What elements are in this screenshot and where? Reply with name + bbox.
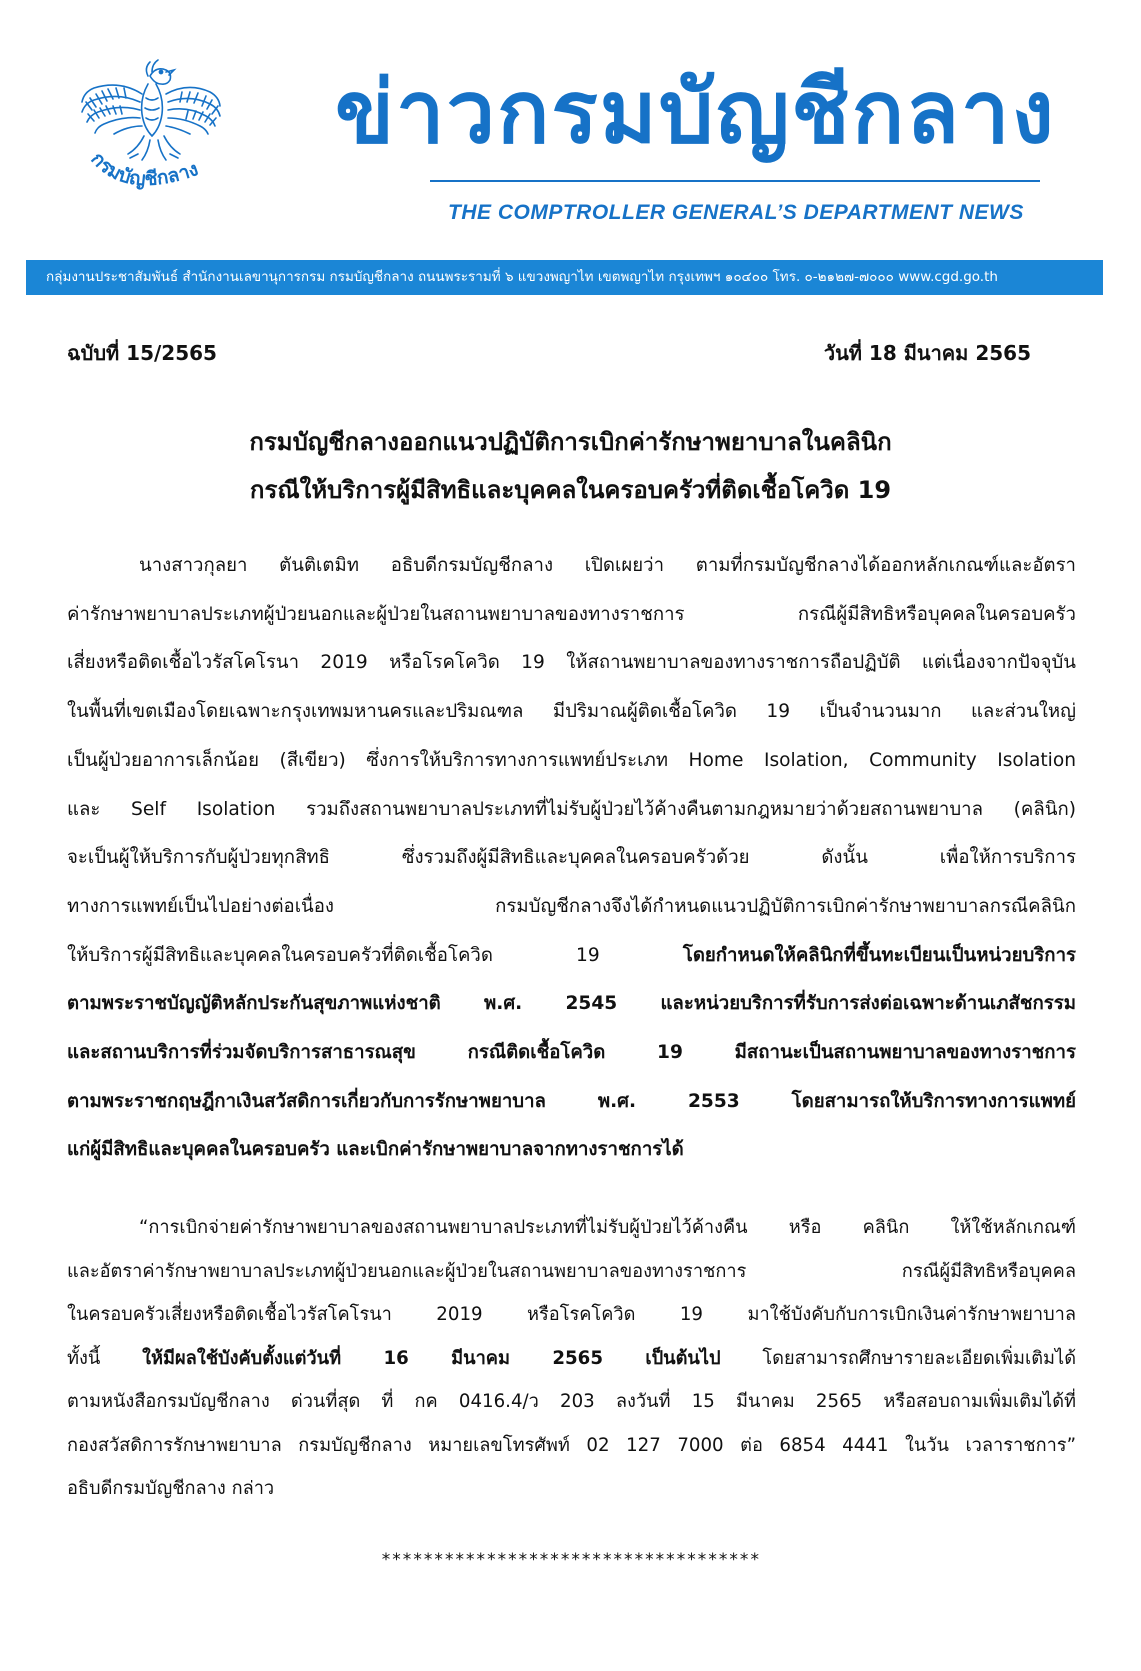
body-line: อธิบดีกรมบัญชีกลาง กล่าว — [67, 1478, 275, 1499]
address-bar: กลุ่มงานประชาสัมพันธ์ สำนักงานเลขานุการกรม กรมบัญชีกลาง ถนนพระรามที่ ๖ แขวงพญาไท เขตพญาไท กรุงเทพฯ ๑๐๔๐๐ โทร. ๐-๒๑๒๗-๗๐๐๐ www.cgd.go.th — [26, 260, 1103, 295]
masthead-title: ข่าวกรมบัญชีกลาง — [335, 63, 1056, 163]
body-line: “การเบิกจ่ายค่ารักษาพยาบาลของสถานพยาบาลประเภทที่ไม่รับผู้ป่วยไว้ค้างคืน หรือ คลินิก ให้ใช้หลักเกณฑ์ — [139, 1217, 1076, 1238]
issue-number: ฉบับที่ 15/2565 — [67, 341, 217, 365]
body-line: ในครอบครัวเสี่ยงหรือติดเชื้อไวรัสโคโรนา 2019 หรือโรคโควิด 19 มาใช้บังคับกับการเบิกเงินค่ารักษาพยาบาล — [67, 1304, 1076, 1325]
garuda-emblem-icon — [78, 58, 228, 220]
body-line-bold: ตามพระราชกฤษฎีกาเงินสวัสดิการเกี่ยวกับการรักษาพยาบาล พ.ศ. 2553 โดยสามารถให้บริการทางการแพทย์ — [67, 1090, 1076, 1112]
headline-line-1: กรมบัญชีกลางออกแนวปฏิบัติการเบิกค่ารักษาพยาบาลในคลินิก — [249, 428, 892, 456]
body-line: กองสวัสดิการรักษาพยาบาล กรมบัญชีกลาง หมายเลขโทรศัพท์ 02 127 7000 ต่อ 6854 4441 ในวัน เวลาราชการ” — [67, 1434, 1076, 1456]
body-line: เสี่ยงหรือติดเชื้อไวรัสโคโรนา 2019 หรือโรคโควิด 19 ให้สถานพยาบาลของทางราชการถือปฏิบัติ แต่เนื่องจากปัจจุบัน — [67, 652, 1076, 674]
issue-date: วันที่ 18 มีนาคม 2565 — [823, 341, 1031, 365]
body-line: ทางการแพทย์เป็นไปอย่างต่อเนื่อง กรมบัญชีกลางจึงได้กำหนดแนวปฏิบัติการเบิกค่ารักษาพยาบาลกรณีคลินิก — [67, 895, 1076, 917]
body-line-text: ให้บริการผู้มีสิทธิและบุคคลในครอบครัวที่ติดเชื้อโควิด 19 — [67, 944, 683, 966]
body-line: ในพื้นที่เขตเมืองโดยเฉพาะกรุงเทพมหานครและปริมณฑล มีปริมาณผู้ติดเชื้อโควิด 19 เป็นจำนวนมาก และส่วนใหญ่ — [67, 701, 1076, 723]
body-line: นางสาวกุลยา ตันติเตมิท อธิบดีกรมบัญชีกลาง เปิดเผยว่า ตามที่กรมบัญชีกลางได้ออกหลักเกณฑ์และอัตรา — [139, 555, 1076, 576]
masthead-divider — [430, 180, 1040, 182]
body-line: และ Self Isolation รวมถึงสถานพยาบาลประเภทที่ไม่รับผู้ป่วยไว้ค้างคืนตามกฎหมายว่าด้วยสถานพยาบาล (คลินิก) — [67, 798, 1076, 820]
body-line-text: ทั้งนี้ — [67, 1347, 143, 1369]
body-line: เป็นผู้ป่วยอาการเล็กน้อย (สีเขียว) ซึ่งการให้บริการทางการแพทย์ประเภท Home Isolation, Community Isolation — [67, 749, 1076, 771]
body-line: และอัตราค่ารักษาพยาบาลประเภทผู้ป่วยนอกและผู้ป่วยในสถานพยาบาลของทางราชการ กรณีผู้มีสิทธิหรือบุคคล — [67, 1260, 1076, 1282]
body-line-bold: แก่ผู้มีสิทธิและบุคคลในครอบครัว และเบิกค่ารักษาพยาบาลจากทางราชการได้ — [67, 1139, 684, 1161]
body-line — [67, 1337, 1076, 1381]
body-line: ตามหนังสือกรมบัญชีกลาง ด่วนที่สุด ที่ กค 0416.4/ว 203 ลงวันที่ 15 มีนาคม 2565 หรือสอบถามเพิ่มเติมได้ที่ — [67, 1391, 1076, 1412]
body-line-bold-text: โดยกำหนดให้คลินิกที่ขึ้นทะเบียนเป็นหน่วยบริการ — [682, 944, 1076, 966]
masthead-subtitle: THE COMPTROLLER GENERAL’S DEPARTMENT NEWS — [448, 201, 1024, 224]
body-line: ค่ารักษาพยาบาลประเภทผู้ป่วยนอกและผู้ป่วยในสถานพยาบาลของทางราชการ กรณีผู้มีสิทธิหรือบุคคลในครอบครัว — [67, 603, 1076, 625]
headline-line-2: กรณีให้บริการผู้มีสิทธิและบุคคลในครอบครัวที่ติดเชื้อโควิด 19 — [249, 476, 892, 504]
body-paragraph-2 — [67, 1206, 1076, 1511]
body-line-text: โดยสามารถศึกษารายละเอียดเพิ่มเติมได้ — [720, 1347, 1077, 1369]
body-paragraph-1 — [67, 542, 1076, 1175]
end-marker: ************************************ — [380, 1550, 761, 1570]
body-line — [67, 932, 1076, 981]
body-line-bold: ตามพระราชบัญญัติหลักประกันสุขภาพแห่งชาติ พ.ศ. 2545 และหน่วยบริการที่รับการส่งต่อเฉพาะด้านเภสัชกรรม — [67, 993, 1076, 1015]
body-line-bold: และสถานบริการที่ร่วมจัดบริการสาธารณสุข กรณีติดเชื้อโควิด 19 มีสถานะเป็นสถานพยาบาลของทางราชการ — [67, 1042, 1076, 1064]
headline — [60, 418, 1081, 514]
logo-text: กรมบัญชีกลาง — [86, 147, 202, 191]
body-line: จะเป็นผู้ให้บริการกับผู้ป่วยทุกสิทธิ ซึ่งรวมถึงผู้มีสิทธิและบุคคลในครอบครัวด้วย ดังนั้น เพื่อให้การบริการ — [67, 847, 1076, 869]
effective-date-bold-text: ให้มีผลใช้บังคับตั้งแต่วันที่ 16 มีนาคม 2565 เป็นต้นไป — [142, 1347, 721, 1369]
